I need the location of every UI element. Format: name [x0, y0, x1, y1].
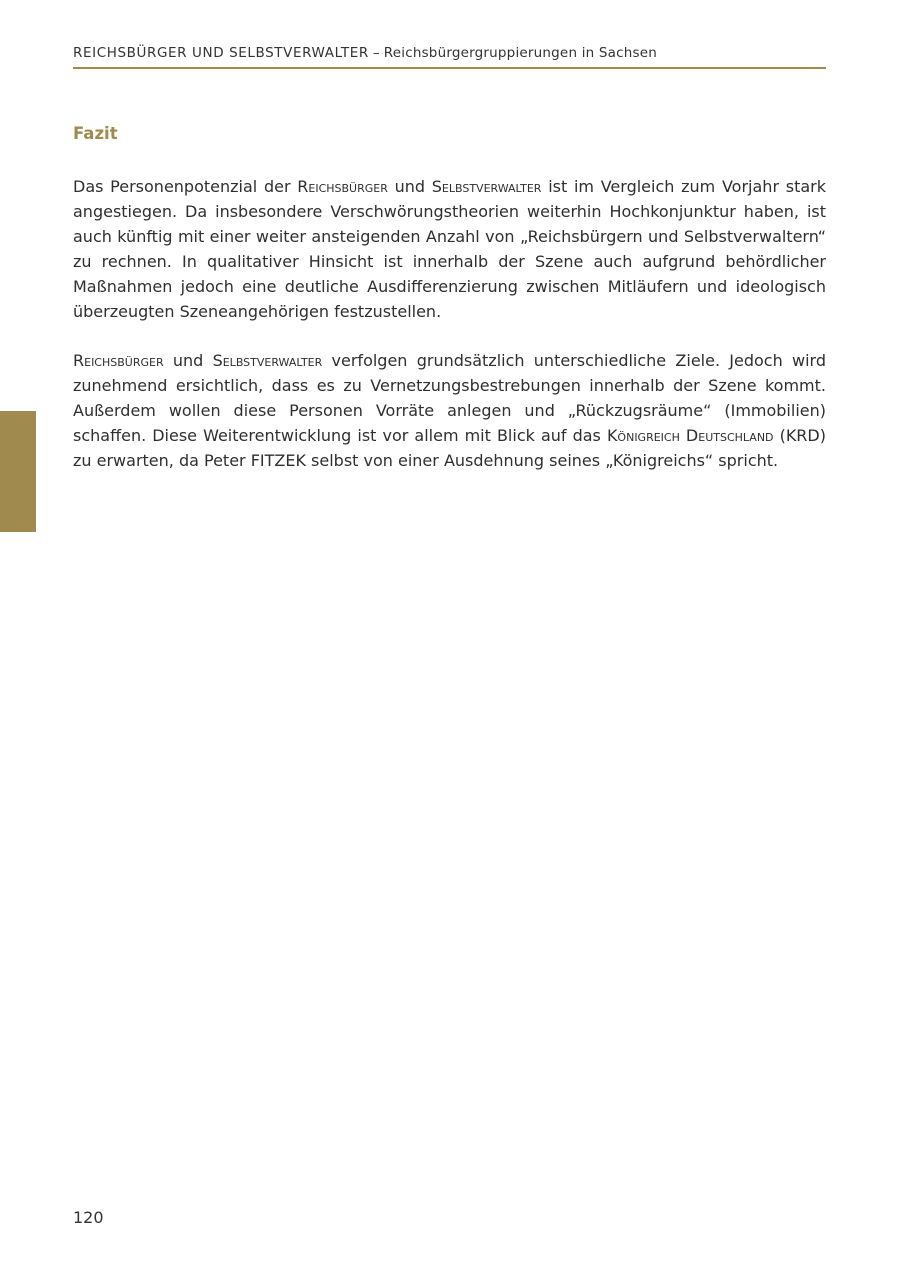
term-koenigreich-deutschland: Königreich Deutschland	[606, 426, 774, 445]
paragraph-2	[73, 348, 826, 473]
term-reichsbuerger: Reichsbürger	[73, 351, 164, 370]
paragraph-1-text-a: Das Personenpotenzial der	[73, 177, 298, 196]
term-reichsbuerger: Reichsbürger	[297, 177, 388, 196]
paragraph-1	[73, 174, 826, 324]
page-number: 120	[73, 1208, 104, 1227]
section-heading: Fazit	[73, 124, 118, 143]
running-header	[73, 45, 826, 69]
term-selbstverwalter: Selbstverwalter	[431, 177, 542, 196]
paragraph-2-text-c: (KRD) zu erwarten, da Peter FITZEK selbst von einer Ausdehnung seines „Königreichs“ spricht.	[73, 426, 826, 470]
header-section-title: REICHSBÜRGER UND SELBSTVERWALTER	[73, 45, 369, 61]
header-subsection-title: Reichsbürgergruppierungen in Sachsen	[383, 45, 658, 61]
chapter-side-tab	[0, 411, 36, 532]
paragraph-2-text-a: und	[163, 351, 213, 370]
paragraph-2-text-b: verfolgen grundsätzlich unterschiedliche Ziele. Jedoch wird zunehmend ersichtlich, dass es zu Vernetzungsbestrebungen innerhalb der Szene kommt. Außerdem wollen diese Personen Vorräte anlegen und „Rückzugsräume“ (Immobilien) schaffen. Diese Weiterentwicklung ist vor allem mit Blick auf das	[73, 351, 826, 445]
term-selbstverwalter: Selbstverwalter	[212, 351, 323, 370]
paragraph-1-text-c: ist im Vergleich zum Vorjahr stark angestiegen. Da insbesondere Verschwörungstheorien weiterhin Hochkonjunktur haben, ist auch künftig mit einer weiter ansteigenden Anzahl von „Reichsbürgern und Selbstverwaltern“ zu rechnen. In qualitativer Hinsicht ist innerhalb der Szene auch aufgrund behördlicher Maßnahmen jedoch eine deutliche Ausdifferenzierung zwischen Mitläufern und ideologisch überzeugten Szeneangehörigen festzustellen.	[73, 177, 826, 321]
paragraph-1-text-b: und	[387, 177, 432, 196]
header-separator: –	[372, 45, 380, 61]
